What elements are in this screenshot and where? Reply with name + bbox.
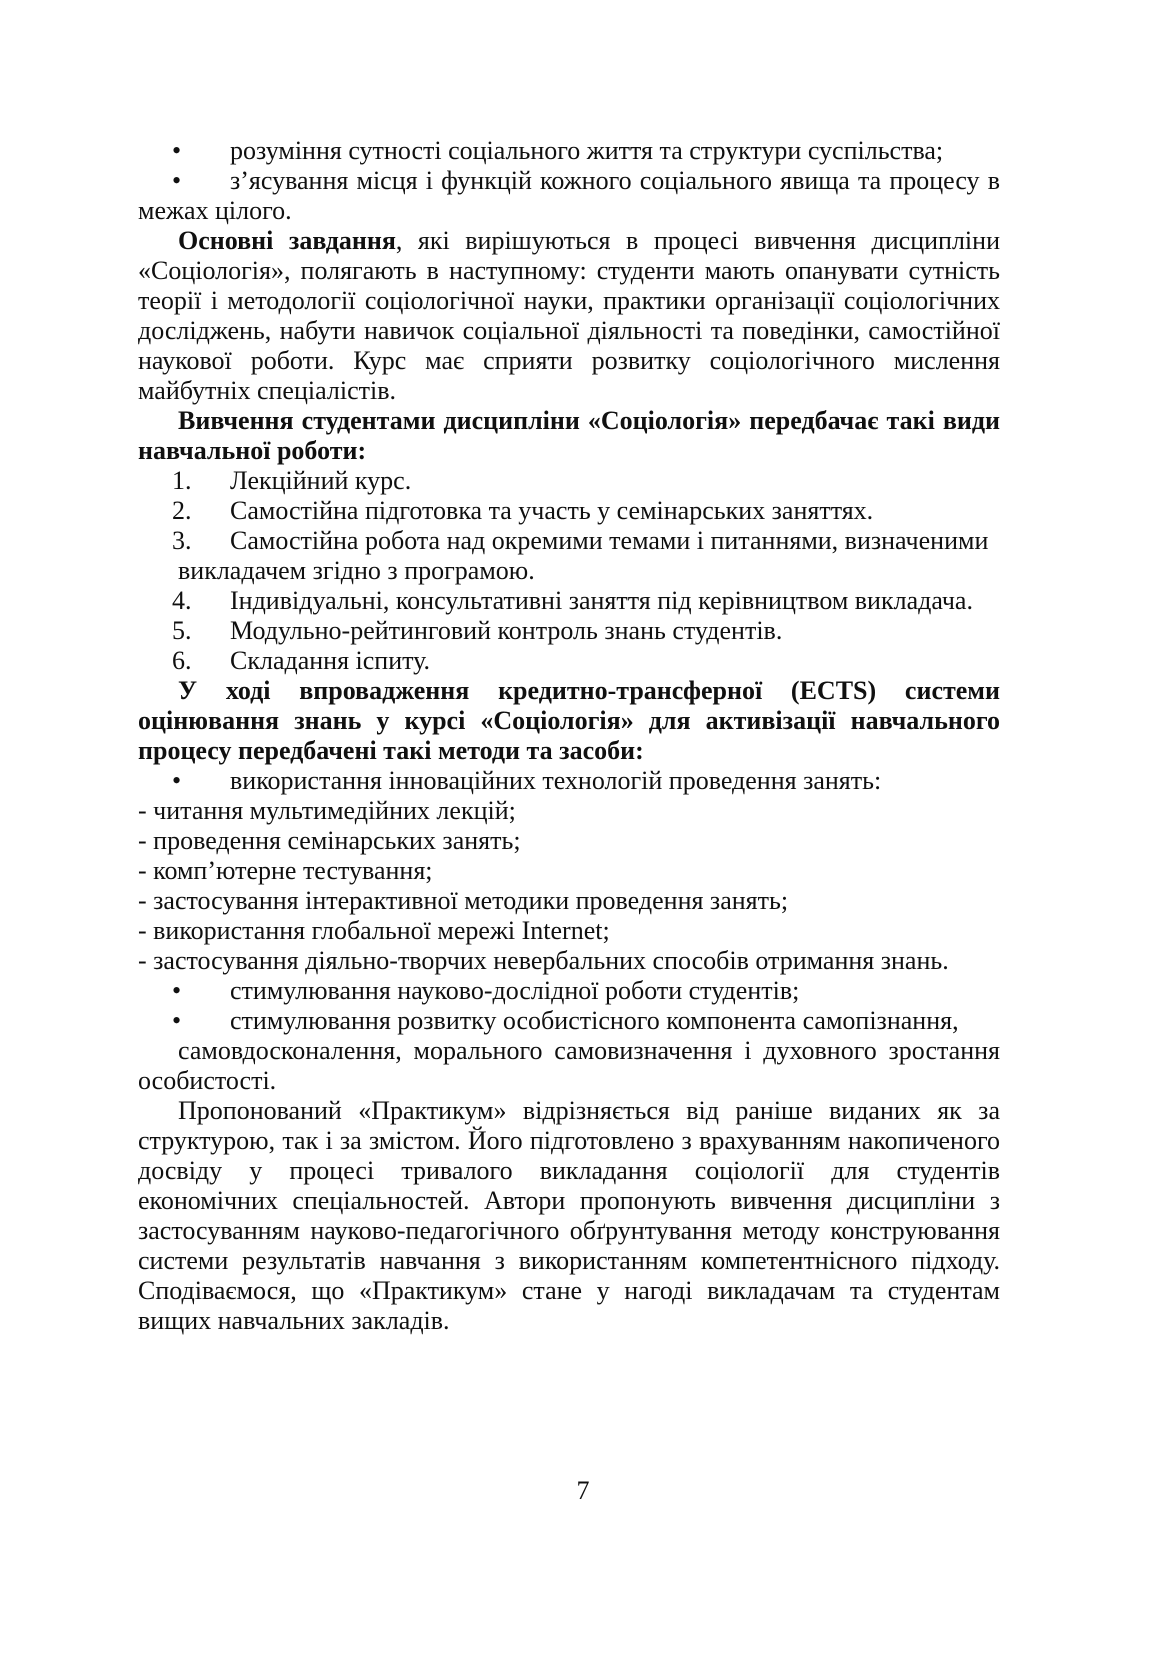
page-content xyxy=(138,136,1000,1336)
dash-item-6: - застосування діяльно-творчих невербальних способів отримання знань. xyxy=(138,946,949,975)
methods-bullet-text: використання інноваційних технологій проведення занять: xyxy=(230,766,882,795)
bullet-icon: • xyxy=(172,1006,182,1035)
list-number: 1. xyxy=(172,466,192,495)
numbered-item-4 xyxy=(138,586,1000,616)
stimul-bullet-item-1 xyxy=(138,976,1000,1006)
numbered-item-3 xyxy=(138,526,1000,556)
tasks-paragraph-text: , які вирішуються в процесі вивчення дисципліни «Соціологія», полягають в наступному: студенти мають опанувати сутність теорії і методології соціологічної науки, практики організації соціологічних досліджень, набути навичок соціальної діяльності та поведінки, самостійної наукової роботи. Курс має сприяти розвитку соціологічного мислення майбутніх спеціалістів. xyxy=(138,226,1000,405)
dash-item-2: - проведення семінарських занять; xyxy=(138,826,521,855)
page-number: 7 xyxy=(576,1476,590,1505)
numbered-item-6 xyxy=(138,646,1000,676)
tasks-paragraph xyxy=(138,226,1000,406)
list-number: 6. xyxy=(172,646,192,675)
bullet-icon: • xyxy=(172,766,182,795)
list-number: 3. xyxy=(172,526,192,555)
numbered-item-text-3: Самостійна робота над окремими темами і питаннями, визначеними xyxy=(230,526,989,555)
bullet-icon: • xyxy=(172,976,182,1005)
intro-bullet-item-1 xyxy=(138,136,1000,166)
tasks-bold-lead: Основні завдання xyxy=(178,226,396,255)
dash-item-1: - читання мультимедійних лекцій; xyxy=(138,796,516,825)
study-heading: Вивчення студентами дисципліни «Соціологія» передбачає такі види навчальної роботи: xyxy=(138,406,1000,465)
stimul-bullet-item-2 xyxy=(138,1006,1000,1036)
numbered-item-3-continuation: викладачем згідно з програмою. xyxy=(178,556,535,585)
numbered-item-2 xyxy=(138,496,1000,526)
bullet-icon: • xyxy=(172,136,182,165)
numbered-item-1 xyxy=(138,466,1000,496)
numbered-item-5 xyxy=(138,616,1000,646)
stimul-bullet-continuation: самовдосконалення, морального самовизначення і духовного зростання особистості. xyxy=(138,1036,1000,1095)
intro-bullet-item-2 xyxy=(138,166,1000,226)
methods-bullet-item xyxy=(138,766,1000,796)
intro-bullet-text-1: розуміння сутності соціального життя та структури суспільства; xyxy=(230,136,944,165)
dash-item-4: - застосування інтерактивної методики проведення занять; xyxy=(138,886,789,915)
list-number: 2. xyxy=(172,496,192,525)
numbered-item-text-6: Складання іспиту. xyxy=(230,646,431,675)
dash-item-5: - використання глобальної мережі Internet; xyxy=(138,916,610,945)
dash-item-3: - комп’ютерне тестування; xyxy=(138,856,433,885)
list-number: 5. xyxy=(172,616,192,645)
intro-bullet-text-2: з’ясування місця і функцій кожного соціального явища та процесу в межах цілого. xyxy=(138,166,1000,225)
bullet-icon: • xyxy=(172,166,182,195)
numbered-item-text-4: Індивідуальні, консультативні заняття під керівництвом викладача. xyxy=(230,586,973,615)
stimul-bullet-text-1: стимулювання науково-дослідної роботи студентів; xyxy=(230,976,800,1005)
numbered-item-text-2: Самостійна підготовка та участь у семінарських заняттях. xyxy=(230,496,874,525)
closing-paragraph: Пропонований «Практикум» відрізняється від раніше виданих як за структурою, так і за змістом. Його підготовлено з врахуванням накопиченого досвіду у процесі тривалого викладання соціології для студентів економічних спеціальностей. Автори пропонують вивчення дисципліни з застосуванням науково-педагогічного обґрунтування методу конструювання системи результатів навчання з використанням компетентнісного підходу. Сподіваємося, що «Практикум» стане у нагоді викладачам та студентам вищих навчальних закладів. xyxy=(138,1096,1000,1335)
stimul-bullet-text-2: стимулювання розвитку особистісного компонента самопізнання, xyxy=(230,1006,959,1035)
ects-heading: У ході впровадження кредитно-трансферної (ECTS) системи оцінювання знань у курсі «Соціологія» для активізації навчального процесу передбачені такі методи та засоби: xyxy=(138,676,1000,765)
list-number: 4. xyxy=(172,586,192,615)
numbered-item-text-5: Модульно-рейтинговий контроль знань студентів. xyxy=(230,616,783,645)
numbered-item-text-1: Лекційний курс. xyxy=(230,466,412,495)
